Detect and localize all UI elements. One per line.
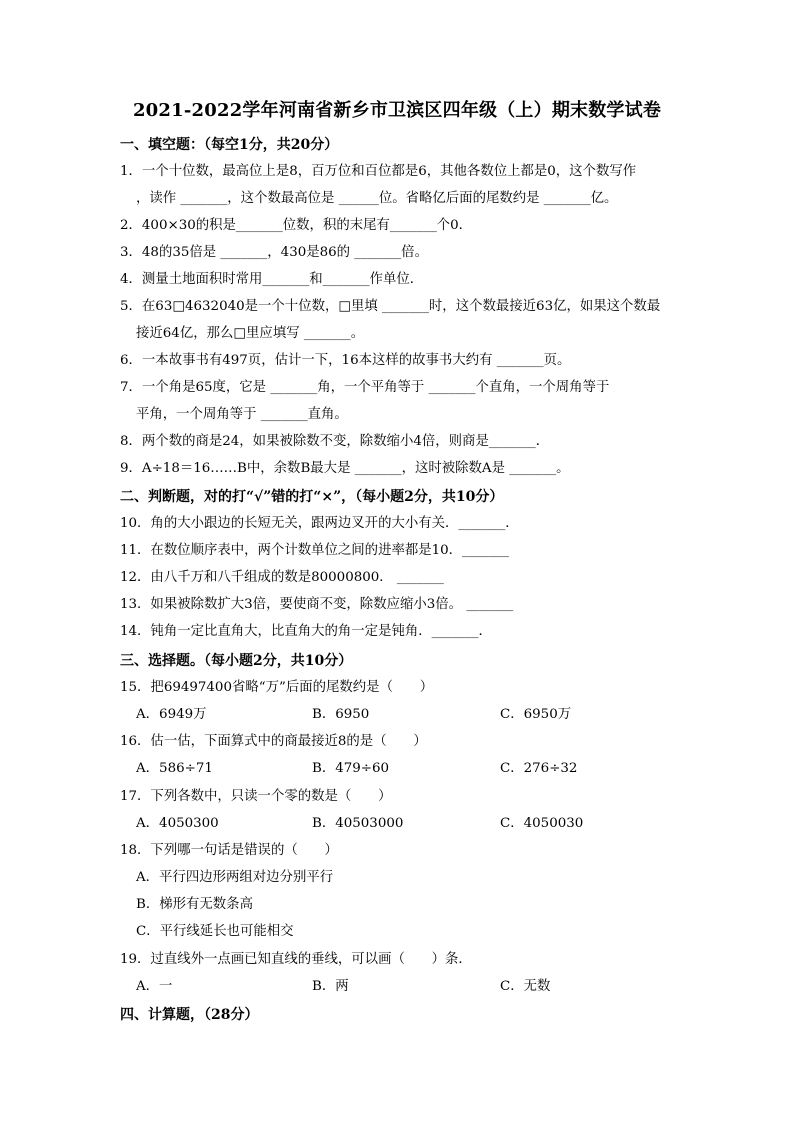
question-15: 15．把69497400省略“万”后面的尾数约是（ ） bbox=[120, 680, 434, 695]
question-1-line-2: ，读作 _______，这个数最高位是 ______位。省略亿后面的尾数约是 _______亿。 bbox=[136, 191, 618, 206]
question-12: 12．由八千万和八千组成的数是80000800． _______ bbox=[120, 570, 444, 585]
question-5-line-1: 5．在63□4632040是一个十位数，□里填 _______时，这个数最接近63亿，如果这个数最 bbox=[120, 299, 661, 314]
question-9: 9．A÷18＝16……B中，余数B最大是 _______，这时被除数A是 _______。 bbox=[120, 461, 570, 476]
question-2: 2．400×30的积是_______位数，积的末尾有_______个0． bbox=[120, 218, 473, 233]
section-choice-heading: 三、选择题。（每小题2分，共10分） bbox=[120, 653, 353, 669]
question-18-option-b: B．梯形有无数条高 bbox=[136, 897, 253, 912]
question-15-option-b: B．6950 bbox=[312, 707, 370, 722]
question-3: 3．48的35倍是 _______，430是86的 _______倍。 bbox=[120, 245, 428, 260]
question-10: 10．角的大小跟边的长短无关，跟两边叉开的大小有关．_______． bbox=[120, 516, 519, 531]
page-title: 2021-2022学年河南省新乡市卫滨区四年级（上）期末数学试卷 bbox=[132, 100, 662, 121]
question-19: 19．过直线外一点画已知直线的垂线，可以画（ ）条． bbox=[120, 952, 472, 967]
question-8: 8．两个数的商是24，如果被除数不变，除数缩小4倍，则商是_______． bbox=[120, 434, 550, 449]
question-14: 14．钝角一定比直角大，比直角大的角一定是钝角．_______． bbox=[120, 624, 492, 639]
question-7-line-2: 平角，一个周角等于 _______直角。 bbox=[136, 407, 348, 422]
question-16-option-b: B．479÷60 bbox=[312, 761, 390, 776]
question-11: 11．在数位顺序表中，两个计数单位之间的进率都是10．_______ bbox=[120, 543, 509, 558]
question-18-option-c: C．平行线延长也可能相交 bbox=[136, 924, 294, 939]
question-18: 18．下列哪一句话是错误的（ ） bbox=[120, 843, 338, 858]
question-17-option-a: A．4050300 bbox=[136, 816, 219, 831]
question-6: 6．一本故事书有497页，估计一下，16本这样的故事书大约有 _______页。 bbox=[120, 353, 571, 368]
question-17-option-b: B．40503000 bbox=[312, 816, 404, 831]
question-16-option-a: A．586÷71 bbox=[136, 761, 213, 776]
question-18-option-a: A．平行四边形两组对边分别平行 bbox=[136, 870, 334, 885]
question-17-option-c: C．4050030 bbox=[500, 816, 584, 831]
question-7-line-1: 7．一个角是65度，它是 _______角，一个平角等于 _______个直角，一个周角等于 bbox=[120, 380, 610, 395]
question-16-option-c: C．276÷32 bbox=[500, 761, 578, 776]
question-19-option-b: B．两 bbox=[312, 979, 349, 994]
section-true-false-heading: 二、判断题，对的打“√”错的打“×”，（每小题2分，共10分） bbox=[120, 489, 504, 505]
question-15-option-c: C．6950万 bbox=[500, 707, 572, 722]
question-19-option-c: C．无数 bbox=[500, 979, 551, 994]
question-1-line-1: 1．一个十位数，最高位上是8，百万位和百位都是6，其他各数位上都是0，这个数写作 bbox=[120, 164, 637, 179]
question-17: 17．下列各数中，只读一个零的数是（ ） bbox=[120, 789, 392, 804]
question-13: 13．如果被除数扩大3倍，要使商不变，除数应缩小3倍。 _______ bbox=[120, 597, 514, 612]
question-19-option-a: A．一 bbox=[136, 979, 173, 994]
question-16: 16．估一估，下面算式中的商最接近8的是（ ） bbox=[120, 734, 427, 749]
section-calculation-heading: 四、计算题，（28分） bbox=[120, 1007, 259, 1023]
question-5-line-2: 接近64亿，那么□里应填写 _______。 bbox=[136, 326, 365, 341]
question-4: 4．测量土地面积时常用_______和_______作单位． bbox=[120, 272, 424, 287]
section-fill-blank-heading: 一、填空题：（每空1分，共20分） bbox=[120, 137, 339, 153]
question-15-option-a: A．6949万 bbox=[136, 707, 207, 722]
